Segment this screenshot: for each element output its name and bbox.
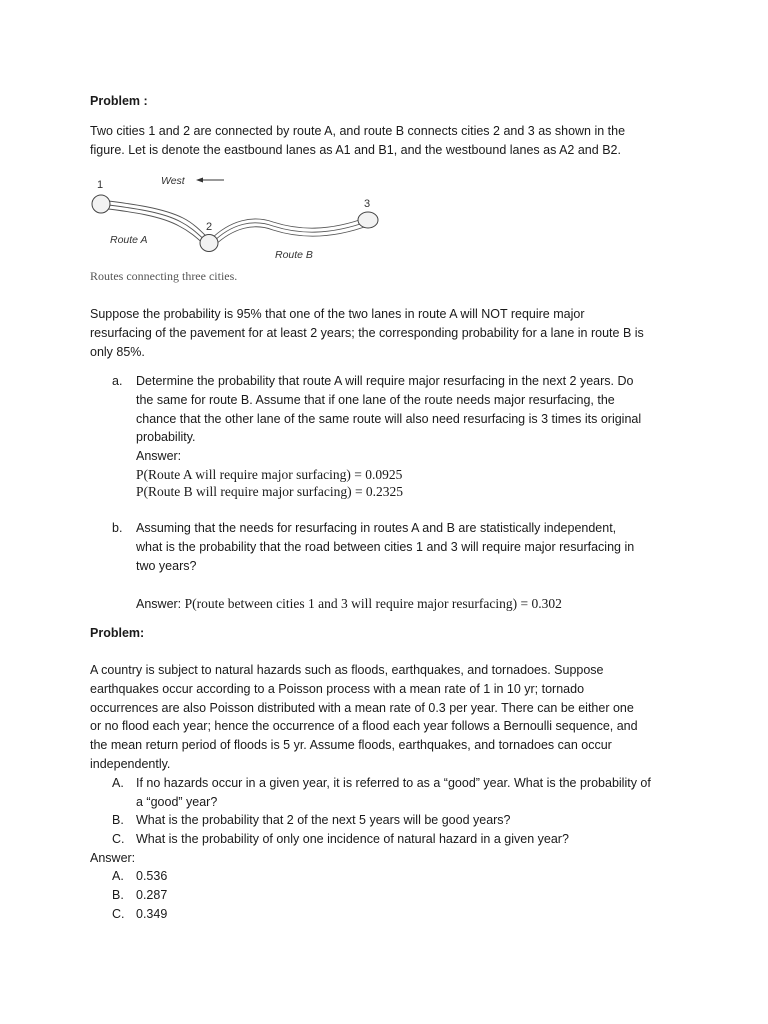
problem1-intro — [90, 122, 690, 160]
answer-b-marker: B. — [112, 888, 124, 902]
para-line: resurfacing of the pavement for at least 2 years; the corresponding probability for a lane in route B is — [90, 325, 644, 340]
city3-label: 3 — [364, 198, 371, 210]
question-b-text: What is the probability that 2 of the next 5 years will be good years? — [136, 813, 511, 827]
p2-line: independently. — [90, 756, 171, 771]
answer-a — [112, 867, 682, 886]
part-a — [112, 372, 682, 502]
answer-a-marker: A. — [112, 869, 124, 883]
route-a-label: Route A — [110, 234, 148, 246]
routes-figure — [88, 170, 388, 270]
part-a-line: chance that the other lane of the same route will also need resurfacing is 3 times its original — [136, 411, 642, 426]
part-b-line: two years? — [136, 558, 197, 573]
part-b-text — [136, 519, 682, 575]
p2-line: the mean return period of floods is 5 yr. Assume floods, earthquakes, and tornadoes can occur — [90, 738, 612, 753]
part-a-answer-label: Answer: — [136, 449, 182, 464]
para-line: only 85%. — [90, 344, 145, 359]
p2-line: or no flood each year; hence the occurrence of a flood each year follows a Bernoulli sequence, and — [90, 719, 638, 734]
question-a-marker: A. — [112, 776, 124, 790]
question-a-line: a “good” year? — [136, 794, 218, 809]
answer-b — [112, 886, 682, 905]
part-b-marker: b. — [112, 521, 123, 535]
part-b — [112, 519, 682, 579]
part-a-answer-1: P(Route A will require major surfacing) = 0.0925 — [136, 466, 403, 482]
part-a-line: probability. — [136, 430, 196, 445]
p2-line: occurrences are also Poisson distributed with a mean rate of 0.3 per year. There can be either one — [90, 700, 634, 715]
answer-b-value: 0.287 — [136, 888, 168, 902]
answer-a-value: 0.536 — [136, 869, 168, 883]
question-a — [112, 774, 682, 812]
route-b-label: Route B — [275, 249, 313, 261]
part-b-answer — [136, 595, 562, 613]
city2-label: 2 — [206, 221, 213, 233]
part-b-answer-value: P(route between cities 1 and 3 will require major resurfacing) = 0.302 — [184, 596, 562, 611]
city1-node — [92, 195, 110, 213]
part-b-line: what is the probability that the road between cities 1 and 3 will require major resurfacing in — [136, 539, 635, 554]
west-label: West — [161, 175, 185, 187]
answer-c — [112, 905, 682, 924]
figure-caption: Routes connecting three cities. — [90, 269, 238, 283]
answer-c-value: 0.349 — [136, 907, 168, 921]
question-a-line: If no hazards occur in a given year, it is referred to as a “good” year. What is the probability of — [136, 776, 651, 790]
problem1-heading: Problem : — [90, 94, 148, 108]
para-line: Suppose the probability is 95% that one of the two lanes in route A will NOT require major — [90, 307, 585, 321]
city1-label: 1 — [97, 179, 104, 191]
west-arrow-head — [196, 178, 203, 183]
intro-line: Two cities 1 and 2 are connected by route A, and route B connects cities 2 and 3 as shown in the — [90, 124, 626, 138]
part-b-answer-label: Answer: — [136, 597, 182, 611]
p2-line: earthquakes occur according to a Poisson process with a mean rate of 1 in 10 yr; tornado — [90, 681, 585, 696]
city2-node — [200, 235, 218, 252]
part-a-answer-2: P(Route B will require major surfacing) = 0.2325 — [136, 484, 404, 500]
part-a-line: the same for route B. Assume that if one lane of the route needs major resurfacing, the — [136, 392, 615, 407]
problem2-heading: Problem: — [90, 626, 145, 640]
part-a-text — [136, 372, 682, 501]
question-b — [112, 811, 682, 830]
problem2-answer-label: Answer: — [90, 851, 136, 865]
question-c-text: What is the probability of only one incidence of natural hazard in a given year? — [136, 832, 569, 846]
p2-line: A country is subject to natural hazards such as floods, earthquakes, and tornadoes. Suppose — [90, 663, 604, 677]
question-a-text — [136, 774, 682, 812]
problem1-paragraph — [90, 305, 690, 361]
route-b-road — [210, 217, 370, 246]
problem2-paragraph — [90, 661, 690, 774]
question-c — [112, 830, 682, 849]
part-a-marker: a. — [112, 374, 123, 388]
part-b-line: Assuming that the needs for resurfacing in routes A and B are statistically independent, — [136, 521, 617, 535]
question-c-marker: C. — [112, 832, 125, 846]
question-b-marker: B. — [112, 813, 124, 827]
city3-node — [358, 212, 378, 228]
part-a-line: Determine the probability that route A will require major resurfacing in the next 2 years. Do — [136, 374, 634, 388]
answer-c-marker: C. — [112, 907, 125, 921]
intro-line: figure. Let is denote the eastbound lanes as A1 and B1, and the westbound lanes as A2 and B2. — [90, 142, 621, 157]
